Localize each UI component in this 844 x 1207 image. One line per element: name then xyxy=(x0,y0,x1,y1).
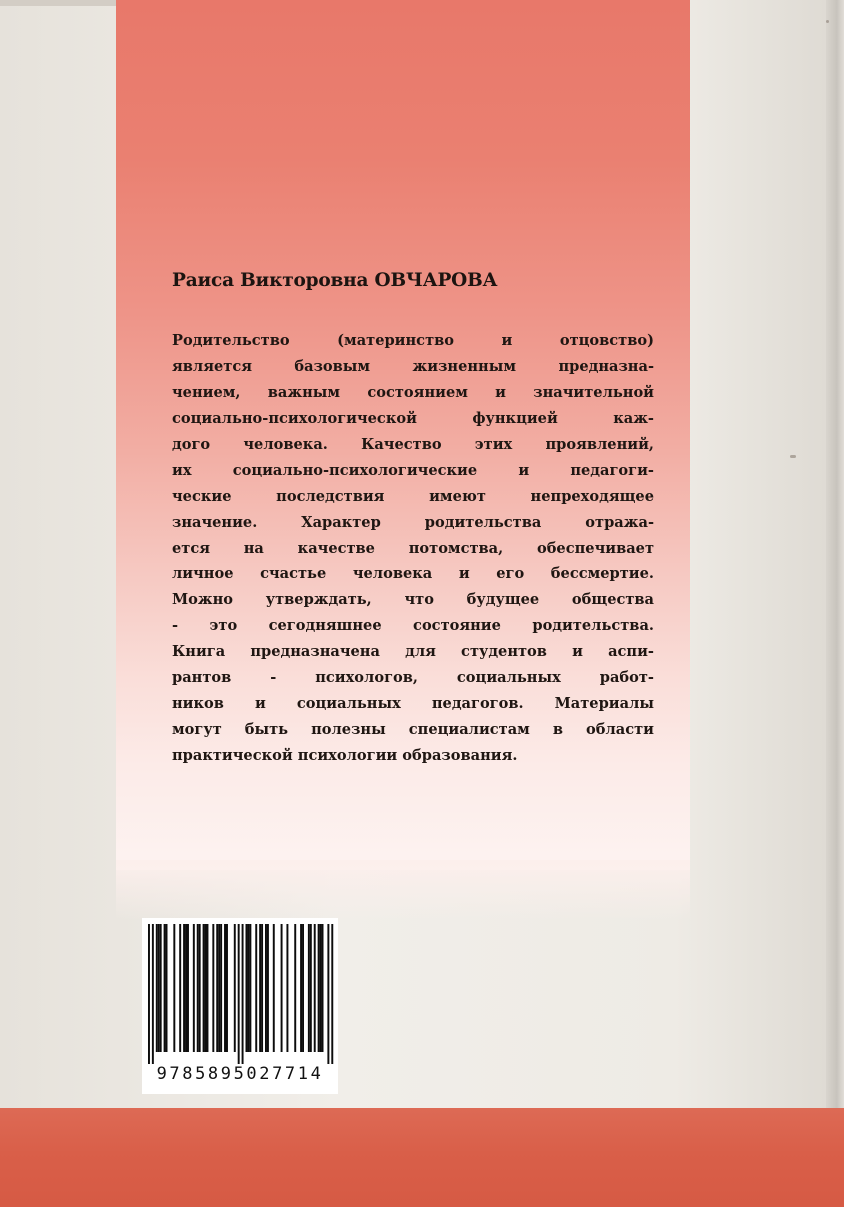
annotation-line: - это сегодняшнее состояние родительства. xyxy=(172,617,654,635)
annotation-line: Книга предназначена для студентов и аспи- xyxy=(172,643,654,661)
print-speck xyxy=(790,455,796,458)
barcode-bars xyxy=(146,924,336,1064)
barcode-bar xyxy=(308,924,310,1052)
annotation-line: ческие последствия имеют непреходящее xyxy=(172,487,654,505)
annotation-line: является базовым жизненным предназна- xyxy=(172,357,654,375)
barcode-bar xyxy=(294,924,296,1052)
annotation-line: дого человека. Качество этих проявлений, xyxy=(172,435,654,453)
barcode-bar xyxy=(246,924,248,1052)
annotation-line: социально-психологической функцией каж- xyxy=(172,409,654,427)
annotation-line: рантов - психологов, социальных работ- xyxy=(172,669,654,687)
barcode-bar xyxy=(255,924,257,1052)
barcode-bar xyxy=(226,924,228,1052)
barcode-bar xyxy=(261,924,263,1052)
barcode-bar xyxy=(173,924,175,1052)
annotation-line: ется на качестве потомства, обеспечивает xyxy=(172,539,654,557)
isbn-barcode xyxy=(142,918,342,1118)
barcode-bar xyxy=(310,924,312,1052)
barcode-bar xyxy=(331,924,333,1064)
barcode-bar xyxy=(265,924,267,1052)
barcode-bar xyxy=(152,924,154,1064)
isbn-number: 9785895027714 xyxy=(156,1064,324,1084)
annotation-line: практической психологии образования. xyxy=(172,747,518,764)
barcode-bar xyxy=(242,924,244,1064)
panel-fade xyxy=(116,860,690,920)
barcode-bar xyxy=(286,924,288,1052)
author-name: Раиса Викторовна ОВЧАРОВА xyxy=(172,270,498,291)
annotation-line: их социально-психологические и педагоги- xyxy=(172,461,654,479)
barcode-bar xyxy=(267,924,269,1052)
annotation-line: чением, важным состоянием и значительной xyxy=(172,383,654,401)
barcode-bar xyxy=(158,924,160,1052)
annotation-line: ников и социальных педагогов. Материалы xyxy=(172,695,654,713)
barcode-bar xyxy=(302,924,304,1052)
barcode-bar xyxy=(164,924,166,1052)
barcode-bar xyxy=(320,924,322,1052)
barcode-bar xyxy=(234,924,236,1052)
barcode-bar xyxy=(247,924,249,1052)
barcode-bar xyxy=(203,924,205,1052)
barcode-bar xyxy=(218,924,220,1052)
barcode-bar xyxy=(238,924,240,1064)
barcode-bar xyxy=(205,924,207,1052)
annotation-line: Родительство (материнство и отцовство) xyxy=(172,332,654,349)
barcode-bar xyxy=(183,924,185,1052)
barcode-bar xyxy=(156,924,158,1052)
barcode-bar xyxy=(212,924,214,1052)
barcode-bar xyxy=(197,924,199,1052)
barcode-bar xyxy=(199,924,201,1052)
barcode-bar xyxy=(193,924,195,1052)
barcode-bar xyxy=(160,924,162,1052)
barcode-bar xyxy=(249,924,251,1052)
barcode-bar xyxy=(259,924,261,1052)
barcode-bar xyxy=(166,924,168,1052)
barcode-bar xyxy=(314,924,316,1052)
barcode-bar xyxy=(300,924,302,1052)
print-speck xyxy=(826,20,829,23)
barcode-bar xyxy=(216,924,218,1052)
barcode-bar xyxy=(281,924,283,1052)
barcode-bar xyxy=(207,924,209,1052)
barcode-bar xyxy=(179,924,181,1052)
annotation-line: личное счастье человека и его бессмертие. xyxy=(172,565,654,583)
annotation-line: значение. Характер родительства отража- xyxy=(172,513,654,531)
barcode-bar xyxy=(148,924,150,1064)
barcode-bar xyxy=(185,924,187,1052)
barcode-bar xyxy=(322,924,324,1052)
barcode-bar xyxy=(220,924,222,1052)
cover-edge xyxy=(826,0,844,1207)
barcode-bar xyxy=(327,924,329,1064)
bottom-color-band xyxy=(0,1108,844,1207)
annotation-line: Можно утверждать, что будущее общества xyxy=(172,591,654,609)
barcode-bar xyxy=(273,924,275,1052)
annotation-line: могут быть полезны специалистам в области xyxy=(172,721,654,739)
barcode-bar xyxy=(224,924,226,1052)
barcode-bar xyxy=(187,924,189,1052)
barcode-bar xyxy=(318,924,320,1052)
annotation-text xyxy=(172,328,654,769)
